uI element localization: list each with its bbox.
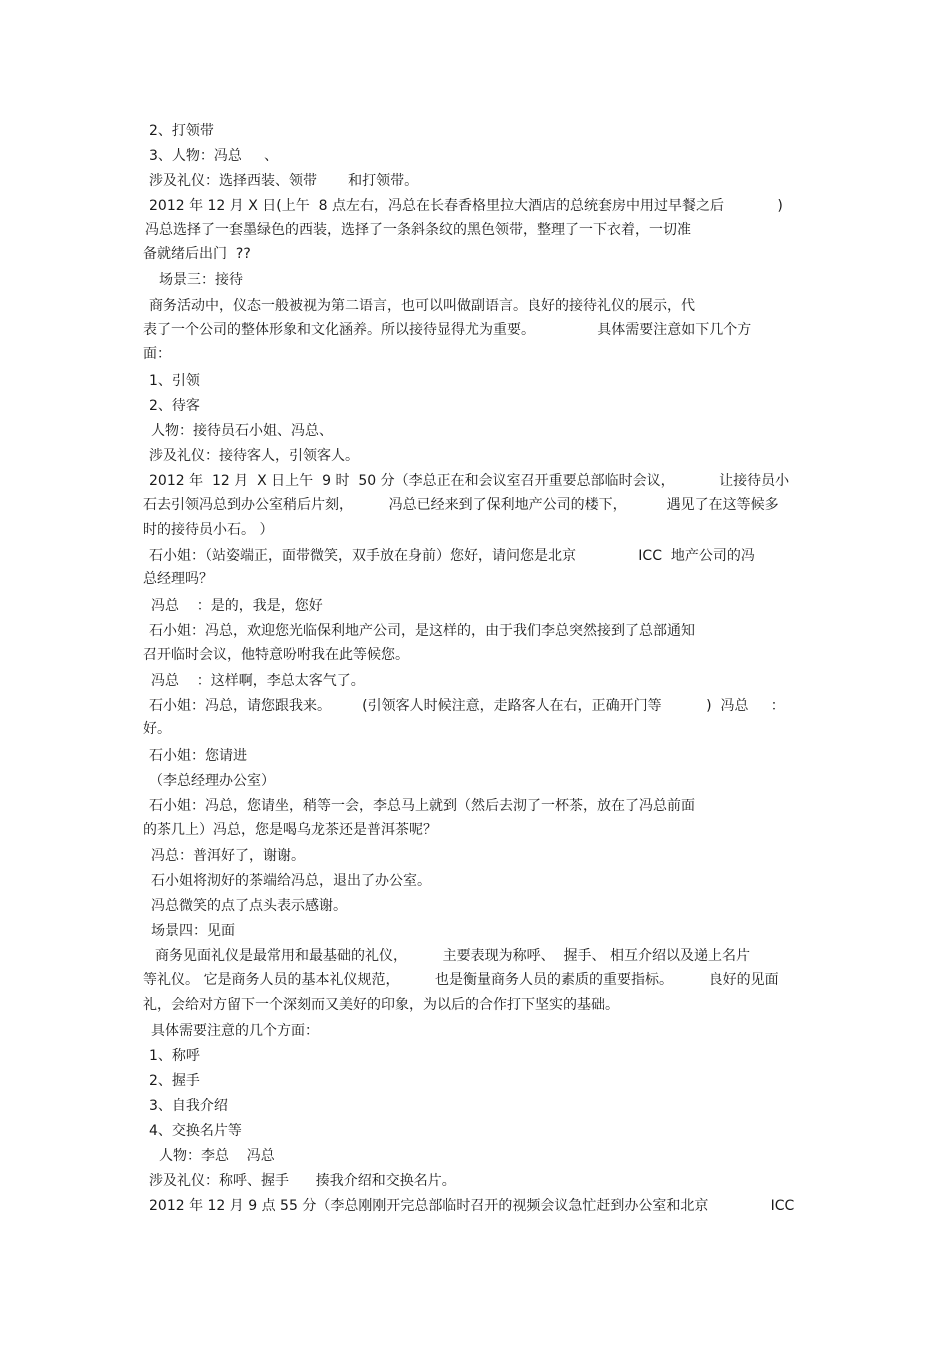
section-heading: 场景三：接待 [159, 272, 243, 288]
text-line: 涉及礼仪：选择西装、领带 和打领带。 [149, 173, 419, 189]
section-heading: 场景四：见面 [151, 923, 235, 939]
text-line: 石小姐：（站姿端正，面带微笑，双手放在身前）您好，请问您是北京 ICC 地产公司的冯 [149, 548, 755, 564]
text-line: 冯总微笑的点了点头表示感谢。 [151, 898, 347, 914]
text-line: 涉及礼仪：称呼、握手 揍我介绍和交换名片。 [149, 1173, 456, 1189]
text-line: 好。 [143, 721, 171, 737]
text-line: 3、自我介绍 [149, 1098, 228, 1114]
text-line: 面： [143, 346, 171, 362]
text-line: 人物：李总 冯总 [159, 1148, 275, 1164]
text-line: 冯总选择了一套墨绿色的西装，选择了一条斜条纹的黑色领带，整理了一下衣着，一切准 [145, 222, 691, 238]
text-line: 备就绪后出门 ?? [143, 246, 251, 262]
text-line: 礼，会给对方留下一个深刻而又美好的印象，为以后的合作打下坚实的基础。 [143, 997, 619, 1013]
text-line: 商务见面礼仪是最常用和最基础的礼仪， 主要表现为称呼、 握手、 相互介绍以及递上名片 [155, 948, 750, 964]
text-line: 召开临时会议，他特意吩咐我在此等候您。 [143, 647, 409, 663]
text-line: 1、称呼 [149, 1048, 200, 1064]
text-line: 石小姐：冯总，您请坐，稍等一会，李总马上就到（然后去沏了一杯茶，放在了冯总前面 [149, 798, 695, 814]
text-line: 2、待客 [149, 398, 200, 414]
text-line: 2、打领带 [149, 123, 214, 139]
text-line: 石去引领冯总到办公室稍后片刻， 冯总已经来到了保利地产公司的楼下， 遇见了在这等候多 [143, 497, 779, 513]
text-line: 2012 年 12 月 9 点 55 分（李总刚刚开完总部临时召开的视频会议急忙赶到办公室和北京 ICC [149, 1198, 795, 1214]
text-line: 具体需要注意的几个方面： [151, 1023, 319, 1039]
text-line: 时的接待员小石。 ） [143, 522, 274, 538]
text-line: 石小姐：冯总，请您跟我来。 (引领客人时候注意，走路客人在右，正确开门等 ) 冯总 ： [149, 698, 785, 714]
text-line: 总经理吗？ [143, 571, 213, 587]
text-line: 商务活动中，仪态一般被视为第二语言，也可以叫做副语言。良好的接待礼仪的展示，代 [149, 298, 695, 314]
text-line: 4、交换名片等 [149, 1123, 242, 1139]
text-line: 3、人物：冯总 、 [149, 148, 279, 164]
text-line: 2012 年 12 月 X 日上午 9 时 50 分（李总正在和会议室召开重要总部临时会议， 让接待员小 [149, 473, 790, 489]
text-line: 表了一个公司的整体形象和文化涵养。所以接待显得尤为重要。 具体需要注意如下几个方 [143, 322, 752, 338]
text-line: 等礼仪。 它是商务人员的基本礼仪规范， 也是衡量商务人员的素质的重要指标。 良好的见面 [143, 972, 779, 988]
text-line: 石小姐：冯总，欢迎您光临保利地产公司，是这样的，由于我们李总突然接到了总部通知 [149, 623, 695, 639]
text-line: 涉及礼仪：接待客人，引领客人。 [149, 448, 359, 464]
text-line: 2012 年 12 月 X 日(上午 8 点左右，冯总在长春香格里拉大酒店的总统套房中用过早餐之后 ) [149, 198, 783, 214]
text-line: 人物：接待员石小姐、冯总、 [151, 423, 333, 439]
text-line: （李总经理办公室） [149, 773, 275, 789]
text-line: 冯总：普洱好了，谢谢。 [151, 848, 305, 864]
text-line: 1、引领 [149, 373, 200, 389]
text-line: 石小姐将沏好的茶端给冯总，退出了办公室。 [151, 873, 431, 889]
text-line: 冯总 ：这样啊，李总太客气了。 [151, 673, 365, 689]
text-line: 2、握手 [149, 1073, 200, 1089]
text-line: 石小姐：您请进 [149, 748, 247, 764]
text-line: 的茶几上）冯总，您是喝乌龙茶还是普洱茶呢？ [143, 822, 437, 838]
text-line: 冯总 ：是的，我是，您好 [151, 598, 323, 614]
